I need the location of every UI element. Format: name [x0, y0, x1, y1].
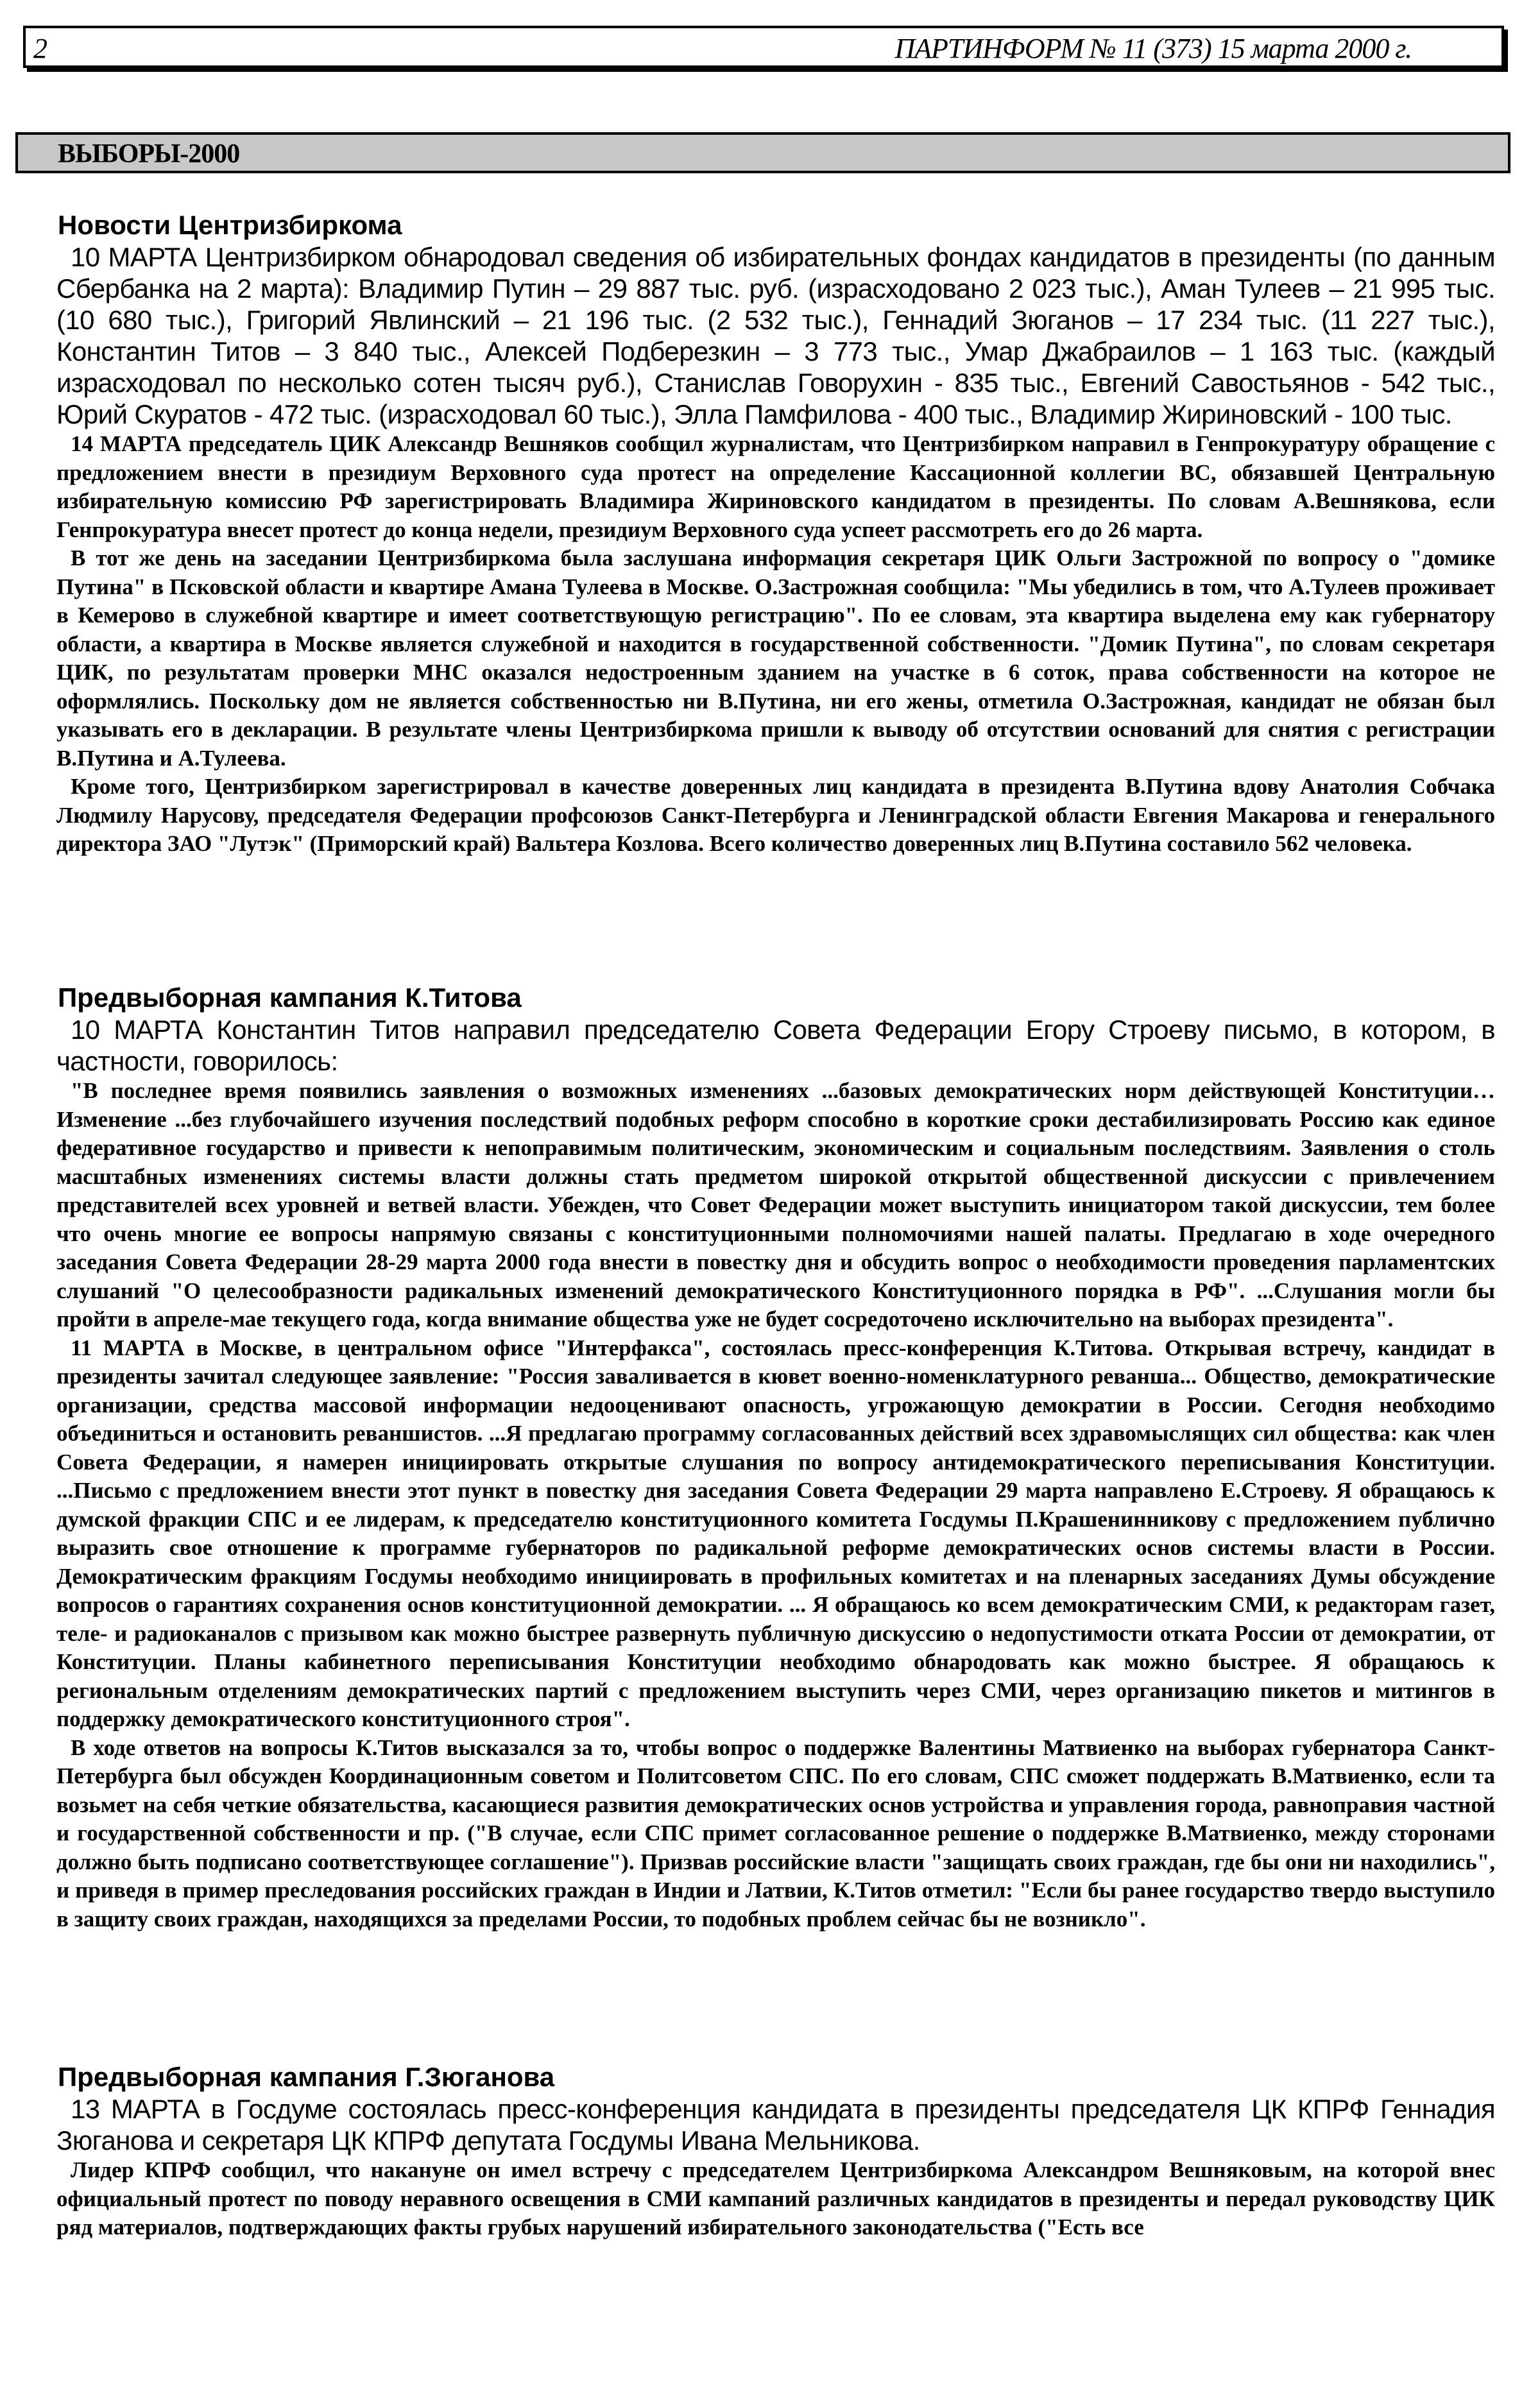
section-cik-news	[56, 209, 1495, 859]
rubric-title: ВЫБОРЫ-2000	[58, 139, 240, 169]
section-heading: Предвыборная кампания Г.Зюганова	[58, 2062, 555, 2092]
section-heading: Новости Центризбиркома	[58, 210, 402, 240]
page-header	[23, 26, 1504, 68]
paragraph: В ходе ответов на вопросы К.Титов высказался за то, чтобы вопрос о поддержке Валентины Матвиенко на выборах губернатора Санкт-Петербурга был обсужден Координационным советом и Политсоветом СПС. По его словам, СПС сможет поддержать В.Матвиенко, если та возьмет на себя четкие обязательства, касающиеся развития демократических основ устройства и управления города, равноправия частной и государственной собственности и пр. ("В случае, если СПС примет согласованное решение о поддержке В.Матвиенко, между сторонами должно быть подписано соответствующее соглашение"). Призвав российские власти "защищать своих граждан, где бы они ни находились", и приведя в пример преследования российских граждан в Индии и Латвии, К.Титов отметил: "Если бы ранее государство твердо выступило в защиту своих граждан, находящихся за пределами России, то подобных проблем сейчас бы не возникло".	[56, 1735, 1495, 1932]
paragraph: 14 МАРТА председатель ЦИК Александр Вешняков сообщил журналистам, что Центризбирком направил в Генпрокуратуру обращение с предложением внести в президиум Верховного суда протест на определение Кассационной коллегии ВС, обязавшей Центральную избирательную комиссию РФ зарегистрировать Владимира Жириновского кандидатом в президенты. По словам А.Вешнякова, если Генпрокуратура внесет протест до конца недели, президиум Верховного суда успеет рассмотреть его до 26 марта.	[56, 431, 1495, 542]
paragraph: "В последнее время появились заявления о возможных изменениях ...базовых демократических норм действующей Конституции… Изменение ...без глубочайшего изучения последствий подобных реформ способно в короткие сроки дестабилизировать Россию как единое федеративное государство и привести к непоправимым политическим, экономическим и социальным последствиям. Заявления о столь масштабных изменениях системы власти должны стать предметом широкой открытой общественной дискуссии с привлечением представителей всех уровней и ветвей власти. Убежден, что Совет Федерации может выступить инициатором такой дискуссии, тем более что очень многие ее вопросы напрямую связаны с конституционными полномочиями нашей палаты. Предлагаю в ходе очередного заседания Совета Федерации 28-29 марта 2000 года внести в повестку дня и обсудить вопрос о необходимости проведения парламентских слушаний "О целесообразности радикальных изменений демократического Конституционного порядка в РФ". ...Слушания могли бы пройти в апреле-мае текущего года, когда внимание общества уже не будет сосредоточено исключительно на выборах президента".	[56, 1078, 1495, 1332]
paragraph: В тот же день на заседании Центризбиркома была заслушана информация секретаря ЦИК Ольги Застрожной по вопросу о "домике Путина" в Псковской области и квартире Амана Тулеева в Москве. О.Застрожная сообщила: "Мы убедились в том, что А.Тулеев проживает в Кемерово в служебной квартире и имеет соответствующую регистрацию". По ее словам, эта квартира выделена ему как губернатору области, а квартира в Москве является служебной и находится в государственной собственности. "Домик Путина", по словам секретаря ЦИК, по результатам проверки МНС оказался недостроенным зданием на участке в 6 соток, права собственности на которое не оформлялись. Поскольку дом не является собственностью ни В.Путина, ни его жены, отметила О.Застрожная, кандидат не обязан был указывать его в декларации. В результате члены Центризбиркома пришли к выводу об отсутствии оснований для снятия с регистрации В.Путина и А.Тулеева.	[56, 545, 1495, 771]
paragraph: 13 МАРТА в Госдуме состоялась пресс-конференция кандидата в президенты председателя ЦК КПРФ Геннадия Зюганова и секретаря ЦК КПРФ депутата Госдумы Ивана Мельникова.	[56, 2094, 1495, 2155]
rubric-bar	[15, 132, 1510, 173]
paragraph: 11 МАРТА в Москве, в центральном офисе "Интерфакса", состоялась пресс-конференция К.Титова. Открывая встречу, кандидат в президенты зачитал следующее заявление: "Россия заваливается в кювет военно-номенклатурного реванша... Общество, демократические организации, средства массовой информации недооценивают опасность, угрожающую демократии в России. Сегодня необходимо объединиться и остановить реваншистов. ...Я предлагаю программу согласованных действий всех здравомыслящих сил общества: как член Совета Федерации, я намерен инициировать открытые слушания по вопросу антидемократического переписывания Конституции. ...Письмо с предложением внести этот пункт в повестку дня заседания Совета Федерации 29 марта направлено Е.Строеву. Я обращаюсь к думской фракции СПС и ее лидерам, к председателю конституционного комитета Госдумы П.Крашенинникову с предложением публично выразить свое отношение к программе губернаторов по радикальной реформе демократических основ системы власти в России. Демократическим фракциям Госдумы необходимо инициировать в профильных комитетах и на пленарных заседаниях Думы обсуждение вопросов о гарантиях сохранения основ конституционной демократии. ... Я обращаюсь ко всем демократическим СМИ, к редакторам газет, теле- и радиоканалов с призывом как можно быстрее развернуть публичную дискуссию о недопустимости отката России от демократии, от Конституции. Планы кабинетного переписывания Конституции необходимо обнародовать как можно быстрее. Я обращаюсь к региональным отделениям демократических партий с предложением выступить через СМИ, через организацию пикетов и митингов в поддержку демократического конституционного строя".	[56, 1335, 1495, 1731]
section-zyuganov-campaign	[56, 2061, 1495, 2242]
issue-title: ПАРТИНФОРМ № 11 (373) 15 марта 2000 г.	[894, 33, 1412, 64]
paragraph: 10 МАРТА Центризбирком обнародовал сведения об избирательных фондах кандидатов в президенты (по данным Сбербанка на 2 марта): Владимир Путин – 29 887 тыс. руб. (израсходовано 2 023 тыс.), Аман Тулеев – 21 995 тыс. (10 680 тыс.), Григорий Явлинский – 21 196 тыс. (2 532 тыс.), Геннадий Зюганов – 17 234 тыс. (11 227 тыс.), Константин Титов – 3 840 тыс., Алексей Подберезкин – 3 773 тыс., Умар Джабраилов – 1 163 тыс. (каждый израсходовал по несколько сотен тысяч руб.), Станислав Говорухин - 835 тыс., Евгений Савостьянов - 542 тыс., Юрий Скуратов - 472 тыс. (израсходовал 60 тыс.), Элла Памфилова - 400 тыс., Владимир Жириновский - 100 тыс.	[56, 242, 1495, 429]
paragraph: 10 МАРТА Константин Титов направил председателю Совета Федерации Егору Строеву письмо, в котором, в частности, говорилось:	[56, 1015, 1495, 1076]
section-titov-campaign	[56, 982, 1495, 1933]
paragraph: Лидер КПРФ сообщил, что накануне он имел встречу с председателем Центризбиркома Александром Вешняковым, на которой внес официальный протест по поводу неравного освещения в СМИ кампаний различных кандидатов в президенты и передал руководству ЦИК ряд материалов, подтверждающих факты грубых нарушений избирательного законодательства ("Есть все	[56, 2157, 1495, 2240]
section-heading: Предвыборная кампания К.Титова	[58, 982, 522, 1013]
paragraph: Кроме того, Центризбирком зарегистрировал в качестве доверенных лиц кандидата в президента В.Путина вдову Анатолия Собчака Людмилу Нарусову, председателя Федерации профсоюзов Санкт-Петербурга и Ленинградской области Евгения Макарова и генерального директора ЗАО "Лутэк" (Приморский край) Вальтера Козлова. Всего количество доверенных лиц В.Путина составило 562 человека.	[56, 774, 1495, 856]
page-number: 2	[33, 33, 47, 64]
